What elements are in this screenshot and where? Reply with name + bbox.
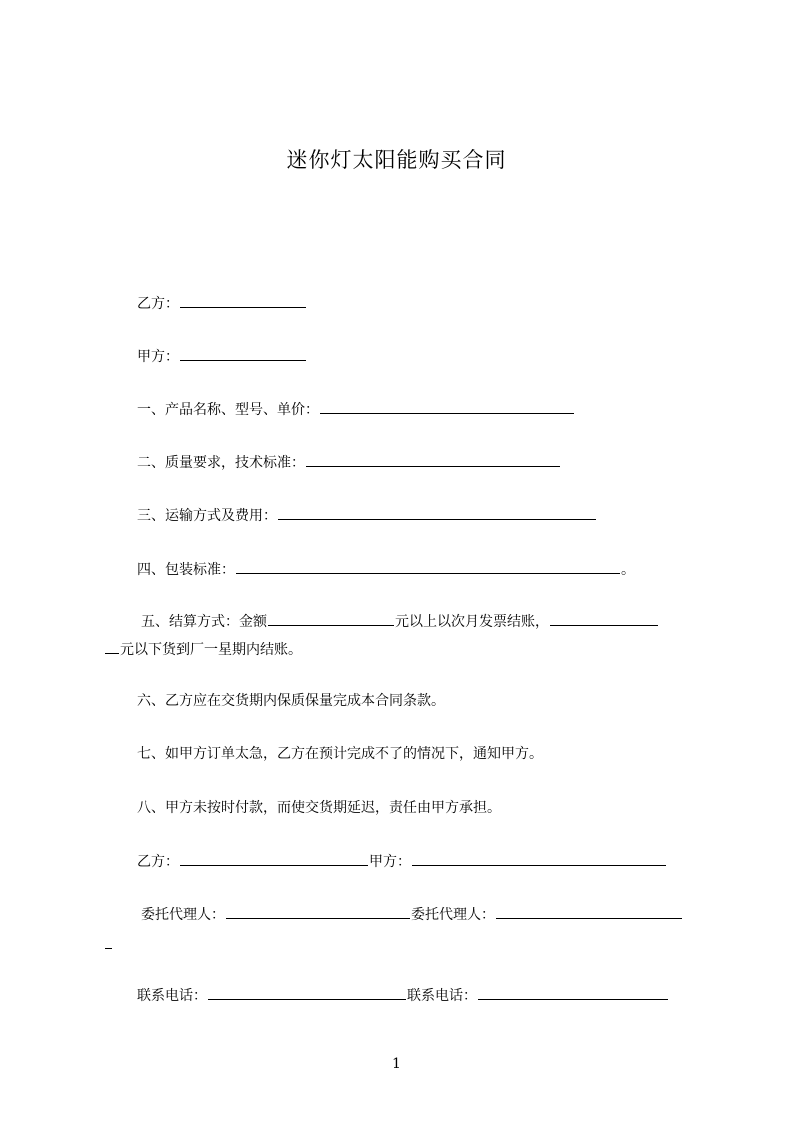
party-b-blank[interactable] xyxy=(180,294,306,308)
clause-8-line xyxy=(137,799,501,817)
phone-a-blank[interactable] xyxy=(478,986,668,1000)
agent-a-blank[interactable] xyxy=(496,905,682,919)
clause-3-line xyxy=(137,506,597,525)
sign-a-blank[interactable] xyxy=(412,852,666,866)
agent-line xyxy=(141,905,683,924)
phone-line xyxy=(137,986,669,1005)
clause-1-text: 一、产品名称、型号、单价： xyxy=(137,402,319,418)
clause-3-blank[interactable] xyxy=(278,506,596,520)
signature-line xyxy=(137,852,667,871)
sign-a-label: 甲方： xyxy=(369,854,411,870)
clause-4-line xyxy=(137,560,635,579)
agent-line-continued xyxy=(104,935,113,954)
phone-b-blank[interactable] xyxy=(208,986,406,1000)
clause-5-line-2 xyxy=(104,640,302,659)
page-number: 1 xyxy=(392,1056,401,1072)
clause-8-text: 八、甲方未按时付款，而使交货期延迟，责任由甲方承担。 xyxy=(137,800,501,816)
party-a-label: 甲方： xyxy=(137,349,179,365)
clause-6-line xyxy=(137,692,445,710)
agent-label-a: 委托代理人： xyxy=(411,907,495,923)
contract-title: 迷你灯太阳能购买合同 xyxy=(286,148,507,172)
clause-5-amount-blank[interactable] xyxy=(268,612,394,626)
clause-1-line xyxy=(137,400,575,419)
clause-2-blank[interactable] xyxy=(306,453,560,467)
clause-4-text: 四、包装标准： xyxy=(137,562,235,578)
agent-label-b: 委托代理人： xyxy=(141,907,225,923)
phone-label-a: 联系电话： xyxy=(407,988,477,1004)
phone-label-b: 联系电话： xyxy=(137,988,207,1004)
clause-6-text: 六、乙方应在交货期内保质保量完成本合同条款。 xyxy=(137,693,445,709)
clause-2-line xyxy=(137,453,561,472)
clause-2-text: 二、质量要求，技术标准： xyxy=(137,455,305,471)
clause-5-second-blank[interactable] xyxy=(550,612,658,626)
sign-b-label: 乙方： xyxy=(137,854,179,870)
clause-5-text-c: 元以下货到厂一星期内结账。 xyxy=(120,642,302,658)
clause-3-text: 三、运输方式及费用： xyxy=(137,508,277,524)
clause-7-line xyxy=(137,745,543,763)
clause-5-text-b: 元以上以次月发票结账， xyxy=(395,614,549,630)
clause-5-line-1 xyxy=(141,612,659,631)
clause-7-text: 七、如甲方订单太急，乙方在预计完成不了的情况下，通知甲方。 xyxy=(137,746,543,762)
party-b-line xyxy=(137,294,307,313)
party-a-blank[interactable] xyxy=(180,347,306,361)
clause-5-text-a: 五、结算方式：金额 xyxy=(141,614,267,630)
clause-4-period: 。 xyxy=(621,562,635,578)
agent-b-blank[interactable] xyxy=(226,905,410,919)
party-a-line xyxy=(137,347,307,366)
clause-1-blank[interactable] xyxy=(320,400,574,414)
agent-continued-blank[interactable] xyxy=(105,935,112,949)
clause-5-continued-blank[interactable] xyxy=(105,640,119,654)
clause-4-blank[interactable] xyxy=(236,560,620,574)
sign-b-blank[interactable] xyxy=(180,852,368,866)
party-b-label: 乙方： xyxy=(137,296,179,312)
